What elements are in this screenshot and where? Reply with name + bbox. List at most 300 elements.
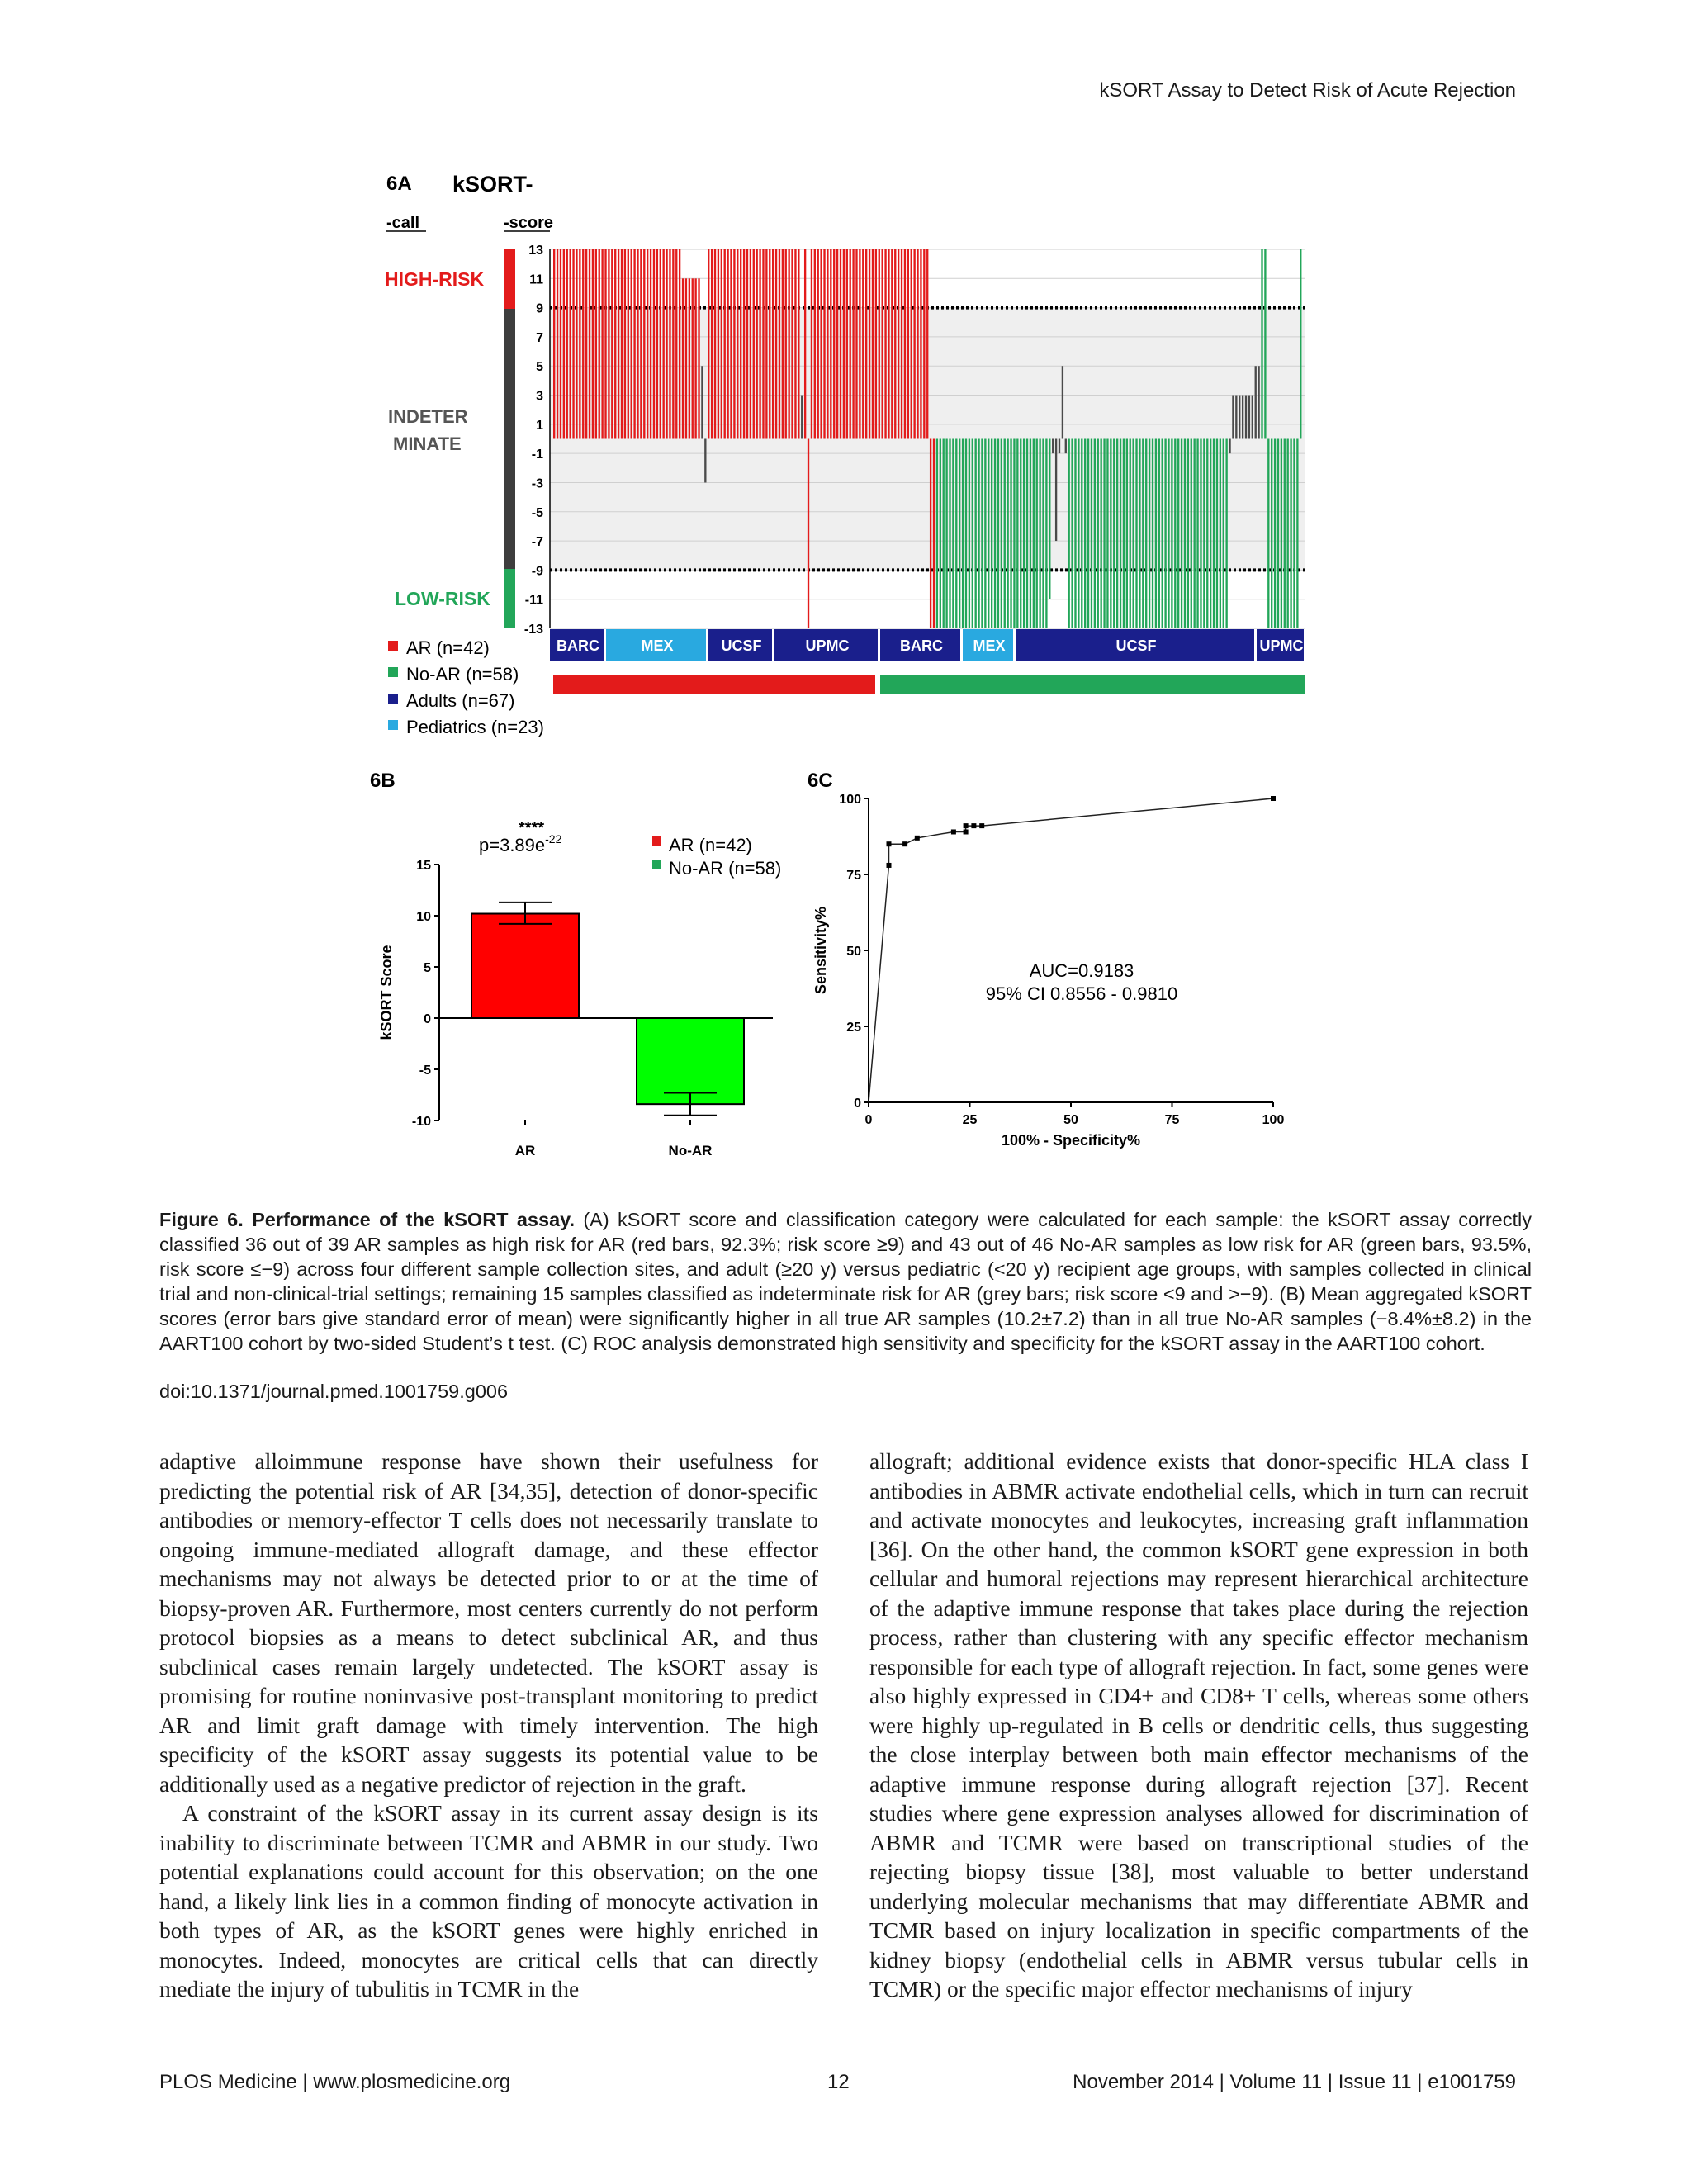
- score-bar: [975, 439, 977, 629]
- legend-swatch: [388, 667, 398, 677]
- score-bar: [1158, 439, 1160, 629]
- roc-point: [887, 863, 892, 868]
- score-bar: [740, 249, 741, 439]
- score-bar: [1194, 439, 1196, 629]
- score-bar: [988, 439, 989, 629]
- y-tick-label: 15: [416, 859, 431, 873]
- score-bar: [850, 249, 851, 439]
- body-column-left: [159, 1447, 818, 2004]
- roc-curve: [869, 798, 1273, 1102]
- body-column-right: [869, 1447, 1528, 2004]
- score-bar: [801, 396, 803, 439]
- score-bar: [1020, 439, 1021, 629]
- score-bar: [563, 249, 565, 439]
- site-label: MEX: [641, 637, 674, 654]
- score-bar: [1071, 439, 1073, 629]
- score-bar: [949, 439, 950, 629]
- score-bar: [911, 249, 912, 439]
- score-bar: [1110, 439, 1111, 629]
- score-bar: [1152, 439, 1153, 629]
- score-bar: [969, 439, 970, 629]
- score-bar: [788, 249, 789, 439]
- score-bar: [872, 249, 874, 439]
- score-bar: [1135, 439, 1137, 629]
- score-bar: [817, 249, 819, 439]
- x-tick-label: 25: [962, 1113, 978, 1127]
- roc-point: [971, 823, 976, 828]
- y-tick-label: 5: [536, 360, 543, 375]
- score-bar: [692, 278, 694, 438]
- score-bar: [1106, 439, 1108, 629]
- score-bar: [579, 249, 580, 439]
- y-tick-label: 50: [846, 945, 861, 959]
- site-label: UPMC: [805, 637, 850, 654]
- score-bar: [894, 249, 896, 439]
- legend-label: AR (n=42): [669, 835, 752, 855]
- score-bar: [1164, 439, 1166, 629]
- paragraph: allograft; additional evidence exists that donor-specific HLA class I antibodies in ABMR activate endothelial cells, which in turn can recruit and activate monocytes and leukocytes, increasing graft inflammation [36]. On the other hand, the common kSORT gene expression in both cellular and humoral rejections may represent hierarchical architecture of the adaptive immune response that takes place during the rejection process, rather than clustering with any specific effector mechanism responsible for each type of allograft rejection. In fact, some genes were also highly expressed in CD4+ and CD8+ T cells, whereas some others were highly up-regulated in B cells or dendritic cells, thus suggesting the close interplay between both main effector mechanisms of the adaptive immune response during allograft rejection [37]. Recent studies where gene expression analyses allowed for discrimination of ABMR and TCMR were based on transcriptional studies of the rejecting biopsy tissue [38], most valuable to better understand underlying molecular mechanisms that may differentiate ABMR and TCMR based on injury localization in specific compartments of the kidney biopsy (endothelial cells in ABMR versus tubular cells in TCMR) or the specific major effector mechanisms of injury: [869, 1448, 1528, 2002]
- y-tick-label: -13: [523, 623, 543, 637]
- score-bar: [1274, 439, 1276, 629]
- score-bar: [672, 249, 674, 439]
- score-bar: [843, 249, 845, 439]
- score-bar: [1130, 439, 1131, 629]
- score-bar: [1100, 439, 1101, 629]
- roc-point: [964, 829, 969, 834]
- score-bar: [1010, 439, 1011, 629]
- low-risk-scale-bar: [504, 569, 515, 628]
- score-bar: [814, 249, 816, 439]
- high-risk-label: HIGH-RISK: [385, 268, 485, 290]
- score-bar: [762, 249, 764, 439]
- mean-score-chart: [378, 835, 781, 1158]
- score-bar: [1016, 439, 1018, 629]
- y-tick-label: 9: [536, 301, 543, 316]
- score-bar: [965, 439, 967, 629]
- score-bar: [1290, 439, 1291, 629]
- legend-swatch: [388, 694, 398, 704]
- figure-doi: doi:10.1371/journal.pmed.1001759.g006: [159, 1381, 509, 1402]
- score-bar: [962, 439, 964, 629]
- y-tick-label: 3: [536, 389, 543, 404]
- score-bar: [933, 439, 935, 629]
- score-bar: [959, 439, 960, 629]
- score-bar: [730, 249, 732, 439]
- score-bar: [830, 249, 831, 439]
- score-bar: [708, 249, 709, 439]
- indeterminate-label-2: MINATE: [393, 433, 462, 454]
- score-bar: [1074, 439, 1076, 629]
- ci-label: 95% CI 0.8556 - 0.9810: [985, 983, 1178, 1004]
- score-bar: [1049, 439, 1050, 599]
- score-bar: [601, 249, 603, 439]
- score-bar: [940, 439, 941, 629]
- score-bar: [1126, 439, 1128, 629]
- score-bar: [711, 249, 713, 439]
- score-bar: [724, 249, 726, 439]
- score-bar: [1103, 439, 1105, 629]
- legend-swatch: [388, 720, 398, 730]
- score-bar: [1300, 249, 1301, 439]
- score-bar: [1281, 439, 1282, 629]
- legend-swatch: [652, 860, 661, 869]
- col-score-label: -score: [504, 214, 554, 232]
- score-bar: [769, 249, 770, 439]
- score-bar: [572, 249, 574, 439]
- score-bar: [865, 249, 867, 439]
- score-bar: [608, 249, 609, 439]
- roc-point: [1271, 796, 1276, 801]
- score-bar: [1239, 396, 1240, 439]
- score-bar: [846, 249, 848, 439]
- score-bar: [930, 439, 931, 629]
- score-bar: [1245, 396, 1247, 439]
- score-bar: [1001, 439, 1002, 629]
- y-tick-label: -5: [419, 1064, 431, 1078]
- score-bar: [727, 249, 728, 439]
- panel-c-label: 6C: [808, 770, 833, 792]
- score-bar: [1248, 396, 1250, 439]
- score-bar: [917, 249, 918, 439]
- significance-stars: ****: [519, 819, 545, 837]
- score-bar: [785, 249, 787, 439]
- score-bar: [775, 249, 777, 439]
- score-bar: [981, 439, 983, 629]
- score-bar: [1059, 439, 1060, 454]
- score-bar: [1162, 439, 1163, 629]
- panel-b-label: 6B: [370, 770, 396, 792]
- score-bar: [782, 249, 784, 439]
- y-tick-label: -7: [531, 535, 543, 550]
- score-bar: [1039, 439, 1040, 629]
- score-bar: [566, 249, 568, 439]
- roc-point: [951, 829, 956, 834]
- score-bar: [798, 249, 799, 439]
- score-bar: [1042, 439, 1044, 629]
- score-bar: [1296, 439, 1298, 629]
- indeterminate-label-1: INDETER: [388, 406, 468, 427]
- score-bar: [1145, 439, 1147, 629]
- score-bar: [1277, 439, 1279, 629]
- score-bar: [808, 439, 809, 629]
- score-bar: [721, 249, 722, 439]
- score-bar: [685, 278, 687, 438]
- score-bar: [737, 249, 738, 439]
- site-label: UCSF: [721, 637, 762, 654]
- score-bar: [1033, 439, 1035, 629]
- score-bar: [611, 249, 613, 439]
- score-bar: [669, 249, 670, 439]
- figure-6c: [801, 764, 1329, 1160]
- score-bar: [1242, 396, 1243, 439]
- score-bar: [1055, 439, 1057, 542]
- site-label: UPMC: [1259, 637, 1304, 654]
- score-bar: [765, 249, 767, 439]
- score-bar: [862, 249, 864, 439]
- legend-label: No-AR (n=58): [406, 664, 519, 685]
- score-bar: [759, 249, 760, 439]
- score-bar: [1007, 439, 1008, 629]
- score-bar: [689, 278, 690, 438]
- score-bar: [820, 249, 822, 439]
- score-bar: [682, 278, 684, 438]
- score-bar: [1203, 439, 1205, 629]
- score-bar: [1013, 439, 1015, 629]
- footer-page-number: 12: [827, 2071, 850, 2093]
- score-bar: [1087, 439, 1089, 629]
- noar-group-band: [880, 675, 1305, 694]
- score-bar: [840, 249, 841, 439]
- score-bar: [794, 249, 796, 439]
- mean-bar: [637, 1018, 744, 1104]
- score-bar: [888, 249, 889, 439]
- high-risk-scale-bar: [504, 249, 515, 309]
- score-bar: [1191, 439, 1192, 629]
- score-bar: [592, 249, 594, 439]
- score-bar: [926, 249, 928, 439]
- score-bar: [662, 249, 664, 439]
- score-bar: [1177, 439, 1179, 629]
- score-bar: [1045, 439, 1047, 629]
- score-bar: [1113, 439, 1115, 629]
- score-bar: [1084, 439, 1086, 629]
- score-bar: [633, 249, 635, 439]
- score-bar: [907, 249, 909, 439]
- score-bar: [1284, 439, 1286, 629]
- score-bar: [1094, 439, 1096, 629]
- y-axis-title: kSORT Score: [378, 945, 395, 1040]
- score-bar: [833, 249, 835, 439]
- running-header: kSORT Assay to Detect Risk of Acute Rejection: [1099, 79, 1516, 102]
- low-risk-label: LOW-RISK: [395, 588, 490, 609]
- score-bar: [560, 249, 561, 439]
- score-bar: [1225, 439, 1227, 629]
- score-bar: [936, 439, 938, 629]
- score-bar: [991, 439, 992, 629]
- x-axis-title: 100% - Specificity%: [1001, 1132, 1141, 1149]
- score-bar: [772, 249, 774, 439]
- score-bar: [852, 249, 854, 439]
- mean-bar: [471, 914, 579, 1018]
- score-bar: [660, 249, 661, 439]
- score-bar: [733, 249, 735, 439]
- score-bar: [604, 249, 606, 439]
- score-bar: [1116, 439, 1118, 629]
- score-bar: [618, 249, 619, 439]
- score-bar: [582, 249, 584, 439]
- site-label: UCSF: [1115, 637, 1157, 654]
- y-tick-label: 10: [416, 910, 431, 924]
- score-bar: [637, 249, 638, 439]
- figure-6a: [363, 165, 1338, 760]
- score-bar: [714, 249, 716, 439]
- y-tick-label: 5: [424, 961, 431, 975]
- score-bar: [945, 439, 947, 629]
- score-bar: [823, 249, 825, 439]
- score-bar: [1271, 439, 1272, 629]
- score-bar: [621, 249, 623, 439]
- score-bar: [972, 439, 973, 629]
- score-bar: [1004, 439, 1006, 629]
- score-bar: [994, 439, 996, 629]
- score-bar: [557, 249, 558, 439]
- score-bar: [704, 439, 706, 483]
- indeterminate-scale-bar: [504, 309, 515, 569]
- score-bar: [1235, 396, 1237, 439]
- score-bar: [881, 249, 883, 439]
- score-bar: [1123, 439, 1125, 629]
- score-bar: [1132, 439, 1134, 629]
- score-bar: [1174, 439, 1176, 629]
- score-bar: [978, 439, 979, 629]
- score-bar: [1091, 439, 1092, 629]
- y-tick-label: 0: [854, 1097, 861, 1111]
- y-tick-label: -10: [411, 1115, 431, 1129]
- score-bar: [869, 249, 870, 439]
- score-bar: [904, 249, 906, 439]
- score-bar: [576, 249, 577, 439]
- score-bar: [1223, 439, 1224, 629]
- score-bar: [1081, 439, 1082, 629]
- score-bar: [879, 249, 880, 439]
- panel-a-legend: [388, 637, 544, 737]
- score-bar: [1184, 439, 1186, 629]
- footer-issue: November 2014 | Volume 11 | Issue 11 | e1001759: [1073, 2071, 1516, 2093]
- x-tick-label: 50: [1063, 1113, 1078, 1127]
- score-bar: [1168, 439, 1169, 629]
- x-tick-label: 75: [1164, 1113, 1180, 1127]
- score-bar: [640, 249, 642, 439]
- y-tick-label: -3: [531, 476, 543, 491]
- score-bar: [553, 249, 555, 439]
- score-bar: [1052, 439, 1054, 454]
- legend-swatch: [652, 836, 661, 846]
- score-bar: [811, 249, 812, 439]
- score-bar: [650, 249, 651, 439]
- legend-label: AR (n=42): [406, 637, 490, 658]
- score-bar: [779, 249, 780, 439]
- legend-label: Pediatrics (n=23): [406, 717, 544, 737]
- y-tick-label: 7: [536, 330, 543, 345]
- score-bar: [859, 249, 860, 439]
- footer-journal: PLOS Medicine | www.plosmedicine.org: [159, 2071, 511, 2093]
- score-bar: [701, 366, 703, 438]
- score-bar: [1252, 396, 1253, 439]
- panel-a-title: kSORT-: [452, 172, 533, 197]
- score-bar: [1264, 249, 1266, 439]
- roc-point: [915, 836, 920, 841]
- score-bar: [1213, 439, 1215, 629]
- score-bar: [1062, 366, 1063, 438]
- score-bar: [1216, 439, 1218, 629]
- site-label: BARC: [900, 637, 943, 654]
- score-bar: [1030, 439, 1031, 629]
- score-bar: [1078, 439, 1079, 629]
- score-bar: [1229, 439, 1230, 454]
- score-bar: [666, 249, 667, 439]
- roc-point: [964, 823, 969, 828]
- score-bar: [984, 439, 986, 629]
- y-tick-label: 25: [846, 1021, 861, 1035]
- score-bar: [743, 249, 745, 439]
- score-bar: [718, 249, 719, 439]
- caption-label: Figure 6. Performance of the kSORT assay.: [159, 1209, 575, 1230]
- y-tick-label: 75: [846, 869, 861, 883]
- legend-label: Adults (n=67): [406, 690, 515, 711]
- score-bar: [647, 249, 648, 439]
- score-bar: [1065, 439, 1067, 454]
- score-bar: [836, 249, 838, 439]
- legend-label: No-AR (n=58): [669, 858, 782, 879]
- score-bar: [1261, 249, 1262, 439]
- score-bar: [997, 439, 999, 629]
- score-bar: [1120, 439, 1121, 629]
- y-tick-label: -5: [531, 505, 543, 520]
- y-tick-label: -11: [524, 593, 543, 608]
- score-bar: [1210, 439, 1211, 629]
- score-bar: [746, 249, 748, 439]
- score-bar: [569, 249, 571, 439]
- score-bar: [614, 249, 616, 439]
- score-bar: [750, 249, 751, 439]
- score-bar: [1206, 439, 1208, 629]
- score-bar: [1232, 396, 1234, 439]
- col-call-label: -call: [386, 214, 420, 232]
- score-bar: [884, 249, 886, 439]
- score-bar: [624, 249, 626, 439]
- score-bar: [855, 249, 857, 439]
- x-tick-label: 100: [1262, 1113, 1285, 1127]
- paragraph: adaptive alloimmune response have shown their usefulness for predicting the potential risk of AR [34,35], detection of donor-specific antibodies or memory-effector T cells does not necessarily translate to ongoing immune-mediated allograft damage, and these effector mechanisms may not always be detected prior to or at the time of biopsy-proven AR. Furthermore, most centers currently do not perform protocol biopsies as a means to detect subclinical AR, and thus subclinical cases remain largely undetected. The kSORT assay is promising for routine noninvasive post-transplant monitoring to predict AR and limit graft damage with timely intervention. The high specificity of the kSORT assay suggests its potential value to be additionally used as a negative predictor of rejection in the graft.: [159, 1448, 818, 1797]
- score-bar: [631, 249, 632, 439]
- score-bar: [1068, 439, 1070, 629]
- score-bar: [1155, 439, 1157, 629]
- roc-point: [887, 841, 892, 846]
- caption-text: (A) kSORT score and classification category were calculated for each sample: the kSORT assay correctly classified 36 out of 39 AR samples as high risk for AR (red bars, 92.3%; risk score ≥9) and 43 out of 46 No-AR samples as low risk for AR (green bars, 93.5%, risk score ≤−9) across four different sample collection sites, and adult (≥20 y) versus pediatric (<20 y) recipient age groups, with samples collected in clinical trial and non-clinical-trial settings; remaining 15 samples classified as indeterminate risk for AR (grey bars; risk score <9 and >−9). (B) Mean aggregated kSORT scores (error bars give standard error of mean) were significantly higher in all true AR samples (10.2±7.2) than in all true No-AR samples (−8.4%±8.2) in the AART100 cohort by two-sided Student’s t test. (C) ROC analysis demonstrated high sensitivity and specificity for the kSORT assay in the AART100 cohort.: [159, 1209, 1532, 1354]
- ar-group-band: [553, 675, 875, 694]
- score-bar: [653, 249, 655, 439]
- score-bar: [1142, 439, 1144, 629]
- figure-caption: [159, 1207, 1532, 1356]
- legend-swatch: [388, 641, 398, 651]
- score-bar: [913, 249, 915, 439]
- y-tick-label: 11: [529, 272, 543, 287]
- y-tick-label: 100: [839, 793, 861, 807]
- score-bar: [923, 249, 925, 439]
- x-tick-label: AR: [514, 1143, 536, 1158]
- score-bar: [898, 249, 899, 439]
- panel-a-label: 6A: [386, 173, 412, 195]
- score-bar: [1139, 439, 1140, 629]
- score-bar: [1026, 439, 1028, 629]
- y-tick-label: -1: [531, 448, 543, 462]
- score-bar: [920, 249, 921, 439]
- score-bar: [643, 249, 645, 439]
- y-tick-label: 0: [424, 1012, 431, 1026]
- score-bar: [656, 249, 658, 439]
- y-tick-label: 1: [536, 418, 543, 433]
- y-tick-label: -9: [531, 564, 543, 579]
- site-label: MEX: [973, 637, 1006, 654]
- score-bar: [952, 439, 954, 629]
- score-bar: [901, 249, 902, 439]
- score-bar: [694, 278, 696, 438]
- score-bar: [698, 278, 699, 438]
- score-bar: [599, 249, 600, 439]
- score-bar: [1267, 439, 1269, 629]
- score-bar: [791, 249, 793, 439]
- score-bar: [753, 249, 755, 439]
